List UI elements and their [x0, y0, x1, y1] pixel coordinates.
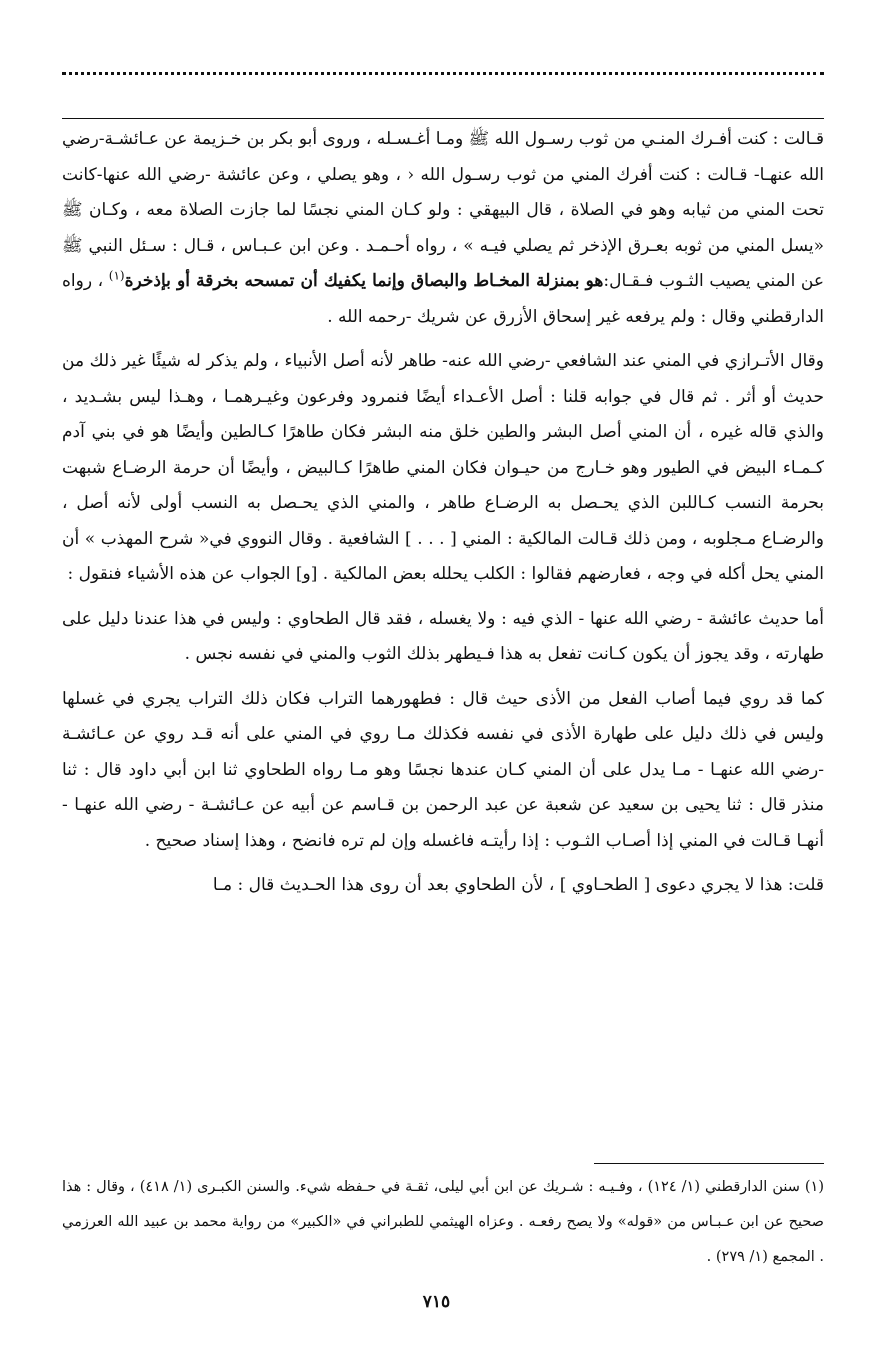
footnote-1: (١) سنن الدارقطني (١/ ١٢٤) ، وفـيـه : شـريك عن ابن أبي ليلى، ثقـة في حـفظه شيء. والسنن الكبـرى (١/ ٤١٨) ، وقال : هذا صحيح عن ابن عـبـاس من «قوله» ولا يصح رفعـه . وعزاه الهيثمي للطبراني في «الكبير» من رواية محمد بن عبيد الله العرزمي . المجمع (١/ ٢٧٩) .: [62, 1179, 825, 1265]
paragraph-2: [62, 344, 824, 593]
paragraph-4-text: كما قد روي فيما أصاب الفعل من الأذى حيث قال : فطهورهما التراب فكان ذلك التراب يجري في غسلها وليس في ذلك دليل على طهارة الأذى في نفسه فكذلك مـا روي في المني على أنه قـد روي عن عـائشـة -رضي الله عنهـا - مـا يدل على أن المني كـان عندها نجسًا وهو مـا رواه الطحاوي ثنا ابن أبي داود قال : ثنا منذر قال : ثنا يحيى بن سعيد عن شعبة عن عبد الرحمن بن قـاسم عن أبيه عن عـائشـة - رضي الله عنهـا - أنهـا قـالت في المني إذا أصـاب الثـوب : إذا رأيتـه فاغسله وإن لم تره فانضح ، وهذا إسناد صحيح .: [62, 688, 824, 851]
header-dotted-line: [62, 72, 824, 75]
paragraph-4: [62, 682, 824, 860]
footnote-separator: [594, 1163, 824, 1164]
paragraph-3-text: أما حديث عائشة - رضي الله عنها - الذي فيه : ولا يغسله ، فقد قال الطحاوي : وليس في هذا عندنا دليل على طهارته ، وقد يجوز أن يكون كـانت تفعل به هذا فـيطهر بذلك الثوب والمني في نفسه نجس .: [62, 608, 824, 664]
paragraph-2-text: وقال الأتـرازي في المني عند الشافعي -رضي الله عنه- طاهر لأنه أصل الأنبياء ، ولم يذكر له شيئًا غير ذلك من حديث أو أثر . ثم قال في جوابه قلنا : أصل الأعـداء أيضًا فنمرود وفرعون وغيـرهمـا ، وهـذا ليس بشـديد ، والذي قاله غيره ، أن المني أصل البشر والطين خلق منه البشر فكان طاهرًا كـالطين وأيضًا هو في بني آدم كـمـاء البيض في الطيور وهو خـارج من حيـوان فكان المني طاهرًا كـالبيض ، وأيضًا أن حرمة الرضـاع شبهت بحرمة النسب كـاللبن الذي يحـصل به الرضـاع طاهر ، والمني الذي يحـصل به النسب أولى لأنه أصل ، والرضـاع مـجلوبه ، ومن ذلك قـالت المالكية : المني [ . . . ] الشافعية . وقال النووي في« شرح المهذب » أن المني يحل أكله في وجه ، فعارضهم فقالوا : الكلب يحلله بعض المالكية . [و] الجواب عن هذه الأشياء فنقول :: [62, 351, 824, 584]
paragraph-1-text: قـالت : كنت أفـرك المنـي من ثوب رسـول الله ﷺ ومـا أغـسـله ، وروى أبو بكر بن خـزيمة عن عـائشـة-رضي الله عنهـا- قـالت : كنت أفرك المني من ثوب رسـول الله ‹ ، وهو يصلي ، وعن عائشة -رضي الله عنها-كانت تحت المني من ثيابه وهو في الصلاة ، قال البيهقي : ولو كـان المني نجسًا لما جازت الصلاة معه ، وكـان ﷺ «يسل المني من ثوبه بعـرق الإذخر ثم يصلي فيـه » ، رواه أحـمـد . وعن ابن عـبـاس ، قـال : سـئل النبي ﷺ عن المني يصيب الثـوب فـقـال:: [62, 129, 825, 291]
paragraph-1-text-end: ، رواه الدارقطني وقال : ولم يرفعه غير إسحاق الأزرق عن شريك -رحمه الله .: [62, 271, 824, 327]
footnotes: [62, 1170, 824, 1275]
page-number: ٧١٥: [422, 1292, 451, 1312]
footnote-ref-1[interactable]: (١): [108, 268, 125, 283]
paragraph-5: [62, 868, 824, 904]
paragraph-5-text: قلت: هذا لا يجري دعوى [ الطحـاوي ] ، لأن الطحاوي بعد أن روى هذا الحـديث قال : مـا: [212, 875, 824, 895]
paragraph-1: [62, 122, 824, 335]
header-rule: [62, 118, 824, 119]
hadith-quote: هو بمنزلة المخـاط والبصاق وإنما يكفيك أن تمسحه بخرقة أو بإذخرة: [124, 271, 604, 291]
paragraph-3: [62, 602, 824, 673]
main-text: [62, 122, 824, 913]
